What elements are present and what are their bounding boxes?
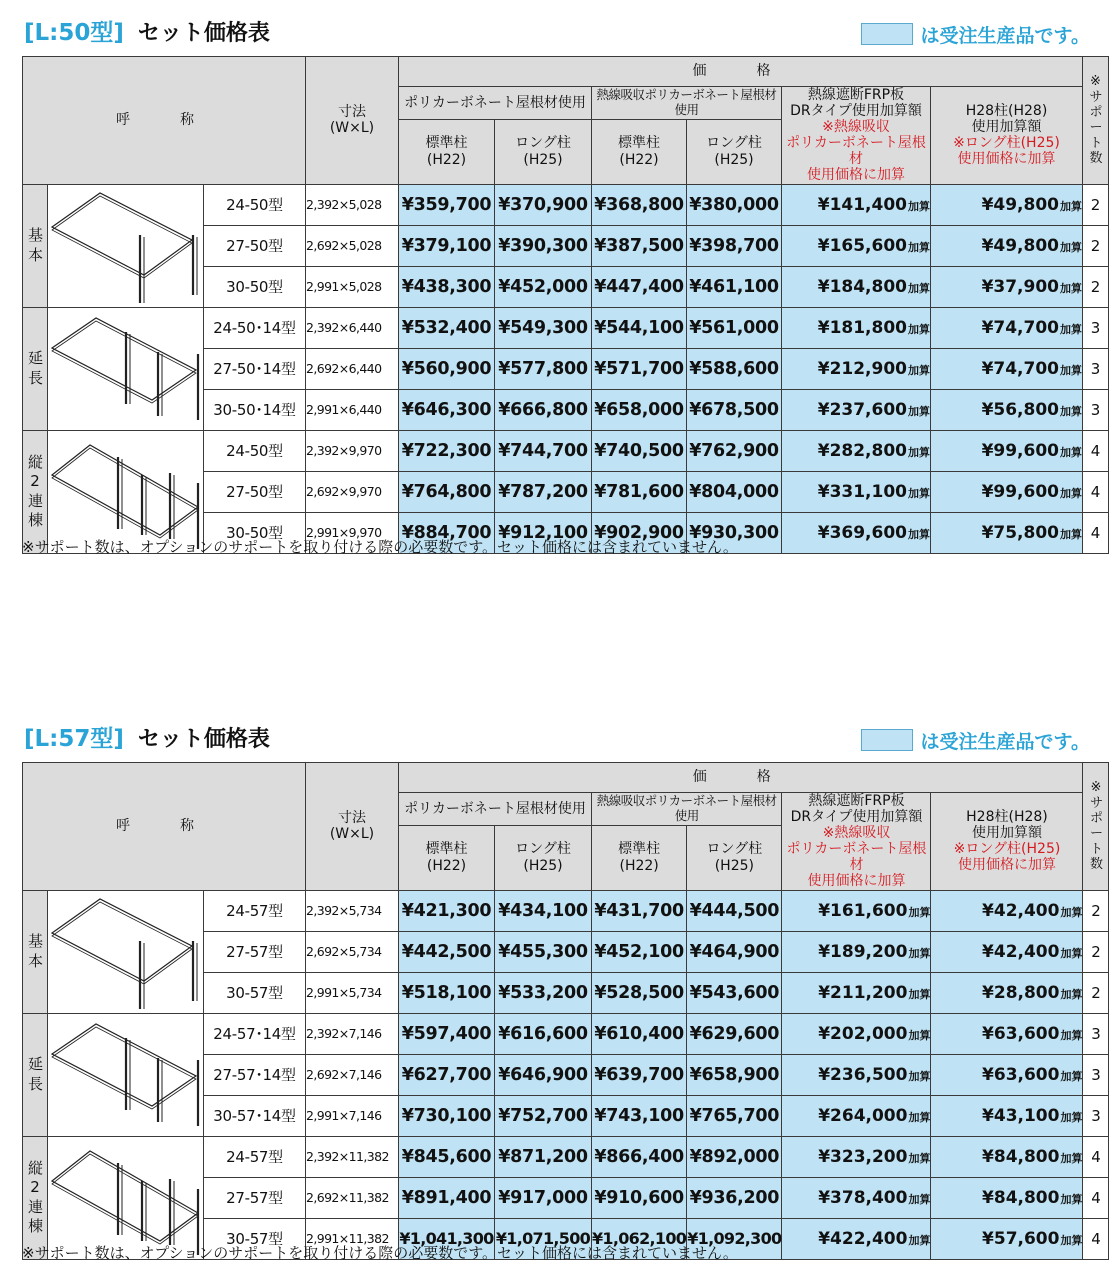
dimensions: 2,692×9,970 (306, 471, 399, 512)
price-heat-std: ¥781,600 (592, 471, 687, 512)
price-heat-std: ¥528,500 (592, 972, 687, 1013)
frp-addition: ¥369,600加算 (782, 512, 931, 553)
price-long: ¥1,071,500 (495, 1218, 592, 1259)
price-heat-std: ¥387,500 (592, 225, 687, 266)
frp-addition: ¥422,400加算 (782, 1218, 931, 1259)
header-std-post: 標準柱 (H22) (399, 119, 495, 184)
price-long: ¥666,800 (495, 389, 592, 430)
price-heat-std: ¥610,400 (592, 1013, 687, 1054)
carport-illustration (48, 1014, 200, 1132)
group-basic (23, 890, 48, 1013)
frp-addition: ¥161,600加算 (782, 890, 931, 931)
model-name: 27-50･14型 (204, 348, 306, 389)
table-code: [L:50型] (24, 20, 124, 46)
frp-addition: ¥211,200加算 (782, 972, 931, 1013)
header-frp: 熱線遮断FRP板 DRタイプ使用加算額 ※熱線吸収 ポリカーボネート屋根材 使用価格に加算 (782, 87, 931, 185)
frp-addition: ¥184,800加算 (782, 266, 931, 307)
dimensions: 2,991×7,146 (306, 1095, 399, 1136)
price-long: ¥577,800 (495, 348, 592, 389)
header-price: 価 格 (399, 763, 1083, 793)
group-label: 延長 (28, 1055, 44, 1093)
table-row (23, 430, 1109, 471)
header-std-post: 標準柱 (H22) (592, 825, 687, 890)
table-name: セット価格表 (137, 727, 270, 752)
header-std-post: 標準柱 (H22) (592, 119, 687, 184)
illustration-cell (48, 184, 204, 307)
price-long: ¥912,100 (495, 512, 592, 553)
model-name: 24-50･14型 (204, 307, 306, 348)
price-long: ¥752,700 (495, 1095, 592, 1136)
dimensions: 2,392×7,146 (306, 1013, 399, 1054)
price-heat-std: ¥866,400 (592, 1136, 687, 1177)
support-count: 3 (1083, 348, 1109, 389)
header-naming: 呼 称 (23, 763, 306, 891)
dimensions: 2,991×5,028 (306, 266, 399, 307)
carport-illustration (48, 185, 200, 303)
legend-text: は受注生産品です。 (920, 730, 1090, 753)
price-heat-long: ¥380,000 (687, 184, 782, 225)
price-heat-std: ¥910,600 (592, 1177, 687, 1218)
price-std: ¥597,400 (399, 1013, 495, 1054)
header-poly: ポリカーボネート屋根材使用 (399, 87, 592, 120)
model-name: 27-50型 (204, 225, 306, 266)
price-heat-std: ¥452,100 (592, 931, 687, 972)
h28-addition: ¥43,100加算 (931, 1095, 1083, 1136)
dimensions: 2,392×5,028 (306, 184, 399, 225)
header-long-post: ロング柱 (H25) (495, 825, 592, 890)
model-name: 24-57型 (204, 890, 306, 931)
legend-swatch (861, 729, 913, 751)
header-poly: ポリカーボネート屋根材使用 (399, 793, 592, 826)
price-heat-std: ¥743,100 (592, 1095, 687, 1136)
dimensions: 2,692×6,440 (306, 348, 399, 389)
h28-addition: ¥49,800加算 (931, 225, 1083, 266)
price-heat-long: ¥678,500 (687, 389, 782, 430)
frp-addition: ¥141,400加算 (782, 184, 931, 225)
table-title (24, 16, 270, 50)
price-std: ¥518,100 (399, 972, 495, 1013)
group-double (23, 1136, 48, 1259)
support-count: 2 (1083, 931, 1109, 972)
support-count: 2 (1083, 972, 1109, 1013)
table-code: [L:57型] (24, 726, 124, 752)
dimensions: 2,392×5,734 (306, 890, 399, 931)
price-std: ¥438,300 (399, 266, 495, 307)
h28-addition: ¥37,900加算 (931, 266, 1083, 307)
table-row (23, 1013, 1109, 1054)
model-name: 30-50･14型 (204, 389, 306, 430)
group-basic (23, 184, 48, 307)
dimensions: 2,991×5,734 (306, 972, 399, 1013)
dimensions: 2,692×7,146 (306, 1054, 399, 1095)
carport-illustration (48, 1137, 200, 1255)
illustration-cell (48, 307, 204, 430)
model-name: 30-50型 (204, 266, 306, 307)
dimensions: 2,392×6,440 (306, 307, 399, 348)
model-name: 24-50型 (204, 184, 306, 225)
footnote: ※サポート数は、オプションのサポートを取り付ける際の必要数です。セット価格には含まれていません。 (22, 1244, 738, 1262)
header-std-post: 標準柱 (H22) (399, 825, 495, 890)
price-long: ¥787,200 (495, 471, 592, 512)
h28-addition: ¥74,700加算 (931, 307, 1083, 348)
support-count: 3 (1083, 1054, 1109, 1095)
dimensions: 2,692×5,734 (306, 931, 399, 972)
h28-addition: ¥99,600加算 (931, 430, 1083, 471)
header-support: ※サポート数 (1083, 763, 1109, 891)
carport-illustration (48, 308, 200, 426)
header-frp: 熱線遮断FRP板 DRタイプ使用加算額 ※熱線吸収 ポリカーボネート屋根材 使用価格に加算 (782, 793, 931, 891)
price-std: ¥646,300 (399, 389, 495, 430)
price-heat-std: ¥431,700 (592, 890, 687, 931)
price-long: ¥917,000 (495, 1177, 592, 1218)
price-heat-std: ¥1,062,100 (592, 1218, 687, 1259)
price-heat-std: ¥658,000 (592, 389, 687, 430)
price-table (22, 56, 1109, 554)
table-row (23, 1136, 1109, 1177)
model-name: 24-50型 (204, 430, 306, 471)
price-std: ¥845,600 (399, 1136, 495, 1177)
price-std: ¥764,800 (399, 471, 495, 512)
model-name: 27-57型 (204, 1177, 306, 1218)
support-count: 3 (1083, 1095, 1109, 1136)
frp-addition: ¥282,800加算 (782, 430, 931, 471)
frp-addition: ¥237,600加算 (782, 389, 931, 430)
price-long: ¥533,200 (495, 972, 592, 1013)
group-ext (23, 307, 48, 430)
support-count: 2 (1083, 890, 1109, 931)
carport-illustration (48, 431, 200, 549)
model-name: 27-57型 (204, 931, 306, 972)
price-heat-long: ¥629,600 (687, 1013, 782, 1054)
model-name: 24-57型 (204, 1136, 306, 1177)
price-heat-long: ¥762,900 (687, 430, 782, 471)
group-label: 延長 (28, 349, 44, 387)
support-count: 4 (1083, 471, 1109, 512)
frp-addition: ¥165,600加算 (782, 225, 931, 266)
dimensions: 2,692×11,382 (306, 1177, 399, 1218)
legend (861, 20, 1090, 48)
frp-addition: ¥236,500加算 (782, 1054, 931, 1095)
h28-addition: ¥84,800加算 (931, 1136, 1083, 1177)
frp-addition: ¥331,100加算 (782, 471, 931, 512)
group-label: 基本 (28, 226, 44, 264)
h28-addition: ¥57,600加算 (931, 1218, 1083, 1259)
price-heat-std: ¥447,400 (592, 266, 687, 307)
price-std: ¥891,400 (399, 1177, 495, 1218)
model-name: 30-50型 (204, 512, 306, 553)
price-heat-long: ¥543,600 (687, 972, 782, 1013)
support-count: 2 (1083, 184, 1109, 225)
dimensions: 2,692×5,028 (306, 225, 399, 266)
group-label: 縦2連棟 (28, 452, 44, 530)
illustration-cell (48, 1013, 204, 1136)
group-label: 縦2連棟 (28, 1158, 44, 1236)
legend (861, 726, 1090, 754)
price-heat-std: ¥639,700 (592, 1054, 687, 1095)
price-long: ¥871,200 (495, 1136, 592, 1177)
price-long: ¥549,300 (495, 307, 592, 348)
frp-addition: ¥212,900加算 (782, 348, 931, 389)
price-long: ¥434,100 (495, 890, 592, 931)
price-heat-long: ¥936,200 (687, 1177, 782, 1218)
price-heat-long: ¥464,900 (687, 931, 782, 972)
illustration-cell (48, 1136, 204, 1259)
model-name: 30-57型 (204, 972, 306, 1013)
frp-addition: ¥378,400加算 (782, 1177, 931, 1218)
header-naming: 呼 称 (23, 57, 306, 185)
price-std: ¥560,900 (399, 348, 495, 389)
price-heat-long: ¥765,700 (687, 1095, 782, 1136)
illustration-cell (48, 890, 204, 1013)
price-heat-long: ¥892,000 (687, 1136, 782, 1177)
dimensions: 2,392×9,970 (306, 430, 399, 471)
price-heat-long: ¥588,600 (687, 348, 782, 389)
h28-addition: ¥42,400加算 (931, 931, 1083, 972)
price-heat-std: ¥571,700 (592, 348, 687, 389)
table-title (24, 722, 270, 756)
h28-addition: ¥74,700加算 (931, 348, 1083, 389)
dimensions: 2,991×6,440 (306, 389, 399, 430)
h28-addition: ¥84,800加算 (931, 1177, 1083, 1218)
price-heat-std: ¥544,100 (592, 307, 687, 348)
price-std: ¥884,700 (399, 512, 495, 553)
model-name: 24-57･14型 (204, 1013, 306, 1054)
price-std: ¥421,300 (399, 890, 495, 931)
price-long: ¥370,900 (495, 184, 592, 225)
dimensions: 2,991×11,382 (306, 1218, 399, 1259)
price-long: ¥616,600 (495, 1013, 592, 1054)
group-label: 基本 (28, 932, 44, 970)
h28-addition: ¥42,400加算 (931, 890, 1083, 931)
support-count: 3 (1083, 307, 1109, 348)
h28-addition: ¥99,600加算 (931, 471, 1083, 512)
price-std: ¥379,100 (399, 225, 495, 266)
group-ext (23, 1013, 48, 1136)
price-long: ¥646,900 (495, 1054, 592, 1095)
frp-addition: ¥202,000加算 (782, 1013, 931, 1054)
price-long: ¥452,000 (495, 266, 592, 307)
support-count: 2 (1083, 266, 1109, 307)
price-std: ¥532,400 (399, 307, 495, 348)
h28-addition: ¥75,800加算 (931, 512, 1083, 553)
price-heat-long: ¥444,500 (687, 890, 782, 931)
price-heat-std: ¥902,900 (592, 512, 687, 553)
header-dimensions: 寸法 (W×L) (306, 57, 399, 185)
dimensions: 2,392×11,382 (306, 1136, 399, 1177)
support-count: 4 (1083, 430, 1109, 471)
price-heat-long: ¥1,092,300 (687, 1218, 782, 1259)
price-std: ¥359,700 (399, 184, 495, 225)
frp-addition: ¥323,200加算 (782, 1136, 931, 1177)
price-heat-long: ¥561,000 (687, 307, 782, 348)
support-count: 4 (1083, 512, 1109, 553)
model-name: 27-50型 (204, 471, 306, 512)
table-name: セット価格表 (137, 21, 270, 46)
header-long-post: ロング柱 (H25) (495, 119, 592, 184)
support-count: 4 (1083, 1177, 1109, 1218)
table-row (23, 184, 1109, 225)
legend-swatch (861, 23, 913, 45)
price-heat-long: ¥461,100 (687, 266, 782, 307)
price-std: ¥730,100 (399, 1095, 495, 1136)
frp-addition: ¥264,000加算 (782, 1095, 931, 1136)
price-heat-long: ¥398,700 (687, 225, 782, 266)
group-double (23, 430, 48, 553)
price-heat-std: ¥740,500 (592, 430, 687, 471)
h28-addition: ¥56,800加算 (931, 389, 1083, 430)
price-std: ¥442,500 (399, 931, 495, 972)
header-price: 価 格 (399, 57, 1083, 87)
legend-text: は受注生産品です。 (920, 24, 1090, 47)
h28-addition: ¥49,800加算 (931, 184, 1083, 225)
table-row (23, 307, 1109, 348)
header-heat-poly: 熱線吸収ポリカーボネート屋根材使用 (592, 793, 782, 826)
header-dimensions: 寸法 (W×L) (306, 763, 399, 891)
footnote: ※サポート数は、オプションのサポートを取り付ける際の必要数です。セット価格には含まれていません。 (22, 538, 738, 556)
model-name: 30-57･14型 (204, 1095, 306, 1136)
h28-addition: ¥63,600加算 (931, 1013, 1083, 1054)
table-row (23, 890, 1109, 931)
header-h28: H28柱(H28) 使用加算額 ※ロング柱(H25) 使用価格に加算 (931, 793, 1083, 891)
header-support: ※サポート数 (1083, 57, 1109, 185)
model-name: 30-57型 (204, 1218, 306, 1259)
carport-illustration (48, 891, 200, 1009)
support-count: 3 (1083, 389, 1109, 430)
header-heat-poly: 熱線吸収ポリカーボネート屋根材使用 (592, 87, 782, 120)
header-long-post: ロング柱 (H25) (687, 119, 782, 184)
price-heat-long: ¥804,000 (687, 471, 782, 512)
price-std: ¥627,700 (399, 1054, 495, 1095)
price-std: ¥722,300 (399, 430, 495, 471)
h28-addition: ¥63,600加算 (931, 1054, 1083, 1095)
price-long: ¥390,300 (495, 225, 592, 266)
price-table (22, 762, 1109, 1260)
price-heat-long: ¥658,900 (687, 1054, 782, 1095)
frp-addition: ¥189,200加算 (782, 931, 931, 972)
price-long: ¥455,300 (495, 931, 592, 972)
support-count: 2 (1083, 225, 1109, 266)
h28-addition: ¥28,800加算 (931, 972, 1083, 1013)
header-long-post: ロング柱 (H25) (687, 825, 782, 890)
frp-addition: ¥181,800加算 (782, 307, 931, 348)
illustration-cell (48, 430, 204, 553)
dimensions: 2,991×9,970 (306, 512, 399, 553)
price-long: ¥744,700 (495, 430, 592, 471)
support-count: 4 (1083, 1136, 1109, 1177)
model-name: 27-57･14型 (204, 1054, 306, 1095)
support-count: 4 (1083, 1218, 1109, 1259)
header-h28: H28柱(H28) 使用加算額 ※ロング柱(H25) 使用価格に加算 (931, 87, 1083, 185)
price-std: ¥1,041,300 (399, 1218, 495, 1259)
price-heat-std: ¥368,800 (592, 184, 687, 225)
support-count: 3 (1083, 1013, 1109, 1054)
price-heat-long: ¥930,300 (687, 512, 782, 553)
